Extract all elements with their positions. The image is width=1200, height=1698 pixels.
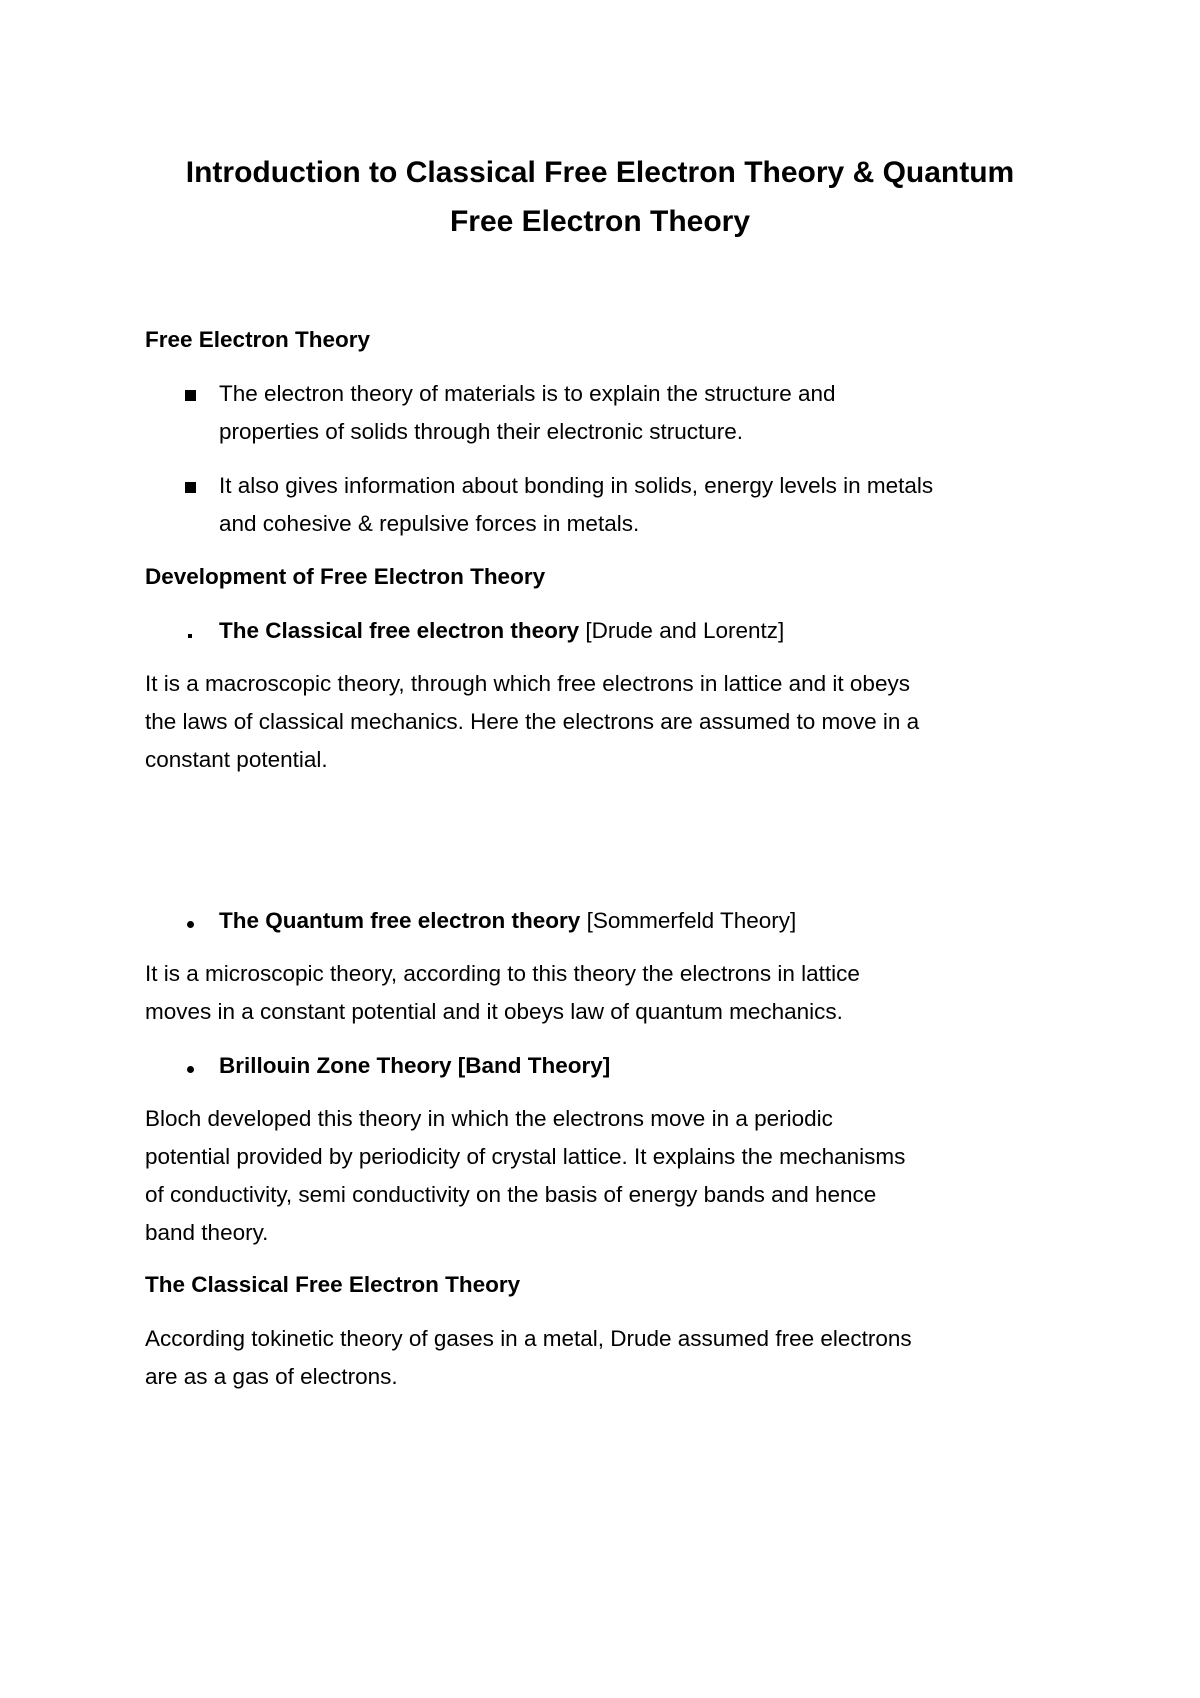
bullet-brillouin-theory [185, 1047, 1065, 1085]
paragraph-line: band theory. [145, 1220, 269, 1245]
bullet-text-line: properties of solids through their electronic structure. [219, 419, 744, 444]
paragraph-line: It is a microscopic theory, according to this theory the electrons in lattice [145, 961, 860, 986]
paragraph-line: moves in a constant potential and it obeys law of quantum mechanics. [145, 999, 843, 1024]
bullet-quantum-theory [185, 902, 1065, 940]
paragraph-line: the laws of classical mechanics. Here the electrons are assumed to move in a [145, 709, 920, 734]
paragraph-classical [145, 665, 1075, 779]
classical-theory-authors: [Drude and Lorentz] [579, 618, 785, 643]
paragraph-drude [145, 1320, 1075, 1396]
bullet-dot-icon [185, 902, 213, 940]
quantum-theory-name: The Quantum free electron theory [219, 908, 581, 933]
bullet-text-line: The electron theory of materials is to explain the structure and [219, 381, 836, 406]
title-line-1: Introduction to Classical Free Electron Theory & Quantum [185, 156, 1015, 189]
paragraph-quantum [145, 955, 1075, 1031]
bullet-text-line: and cohesive & repulsive forces in metals. [219, 511, 640, 536]
paragraph-line: are as a gas of electrons. [145, 1364, 398, 1389]
paragraph-line: According tokinetic theory of gases in a metal, Drude assumed free electrons [145, 1326, 912, 1351]
paragraph-line: constant potential. [145, 747, 328, 772]
paragraph-line: potential provided by periodicity of crystal lattice. It explains the mechanisms [145, 1144, 906, 1169]
heading-development: Development of Free Electron Theory [145, 564, 546, 589]
heading-free-electron-theory: Free Electron Theory [145, 327, 371, 352]
bullet-electron-theory [185, 375, 1065, 451]
bullet-bonding-info [185, 467, 1065, 543]
bullet-text-line: It also gives information about bonding in solids, energy levels in metals [219, 473, 934, 498]
paragraph-line: It is a macroscopic theory, through which free electrons in lattice and it obeys [145, 671, 910, 696]
square-bullet-icon [185, 375, 213, 413]
paragraph-line: Bloch developed this theory in which the electrons move in a periodic [145, 1106, 833, 1131]
title-line-2: Free Electron Theory [449, 205, 751, 238]
bullet-classical-theory [185, 612, 1065, 650]
page-title [120, 148, 1080, 246]
classical-theory-name: The Classical free electron theory [219, 618, 580, 643]
heading-classical-free-electron: The Classical Free Electron Theory [145, 1272, 521, 1297]
bullet-dot-icon [185, 1047, 213, 1085]
paragraph-line: of conductivity, semi conductivity on the basis of energy bands and hence [145, 1182, 877, 1207]
quantum-theory-authors: [Sommerfeld Theory] [580, 908, 797, 933]
brillouin-theory-name: Brillouin Zone Theory [Band Theory] [219, 1053, 611, 1078]
square-bullet-icon [185, 467, 213, 505]
small-square-bullet-icon [185, 612, 213, 650]
paragraph-brillouin [145, 1100, 1075, 1252]
